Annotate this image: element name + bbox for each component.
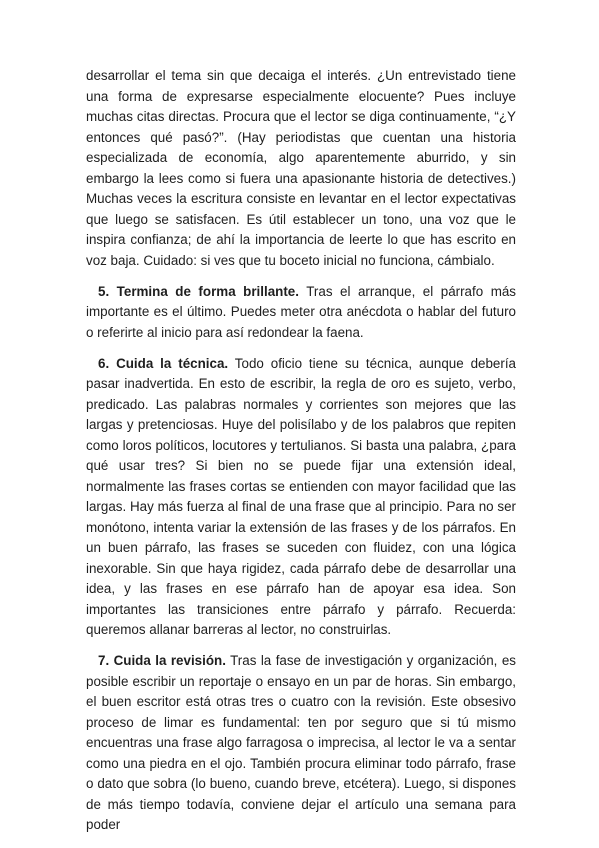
- paragraph-heading: 6. Cuida la técnica.: [98, 355, 229, 371]
- paragraph-text: desarrollar el tema sin que decaiga el interés. ¿Un entrevistado tiene una forma de expresarse especialmente elocuente? Pues incluye muchas citas directas. Procura que el lector se diga continuamente, “¿Y entonces qué pasó?”. (Hay periodistas que cuentan una historia especializada de economía, algo aparentemente aburrido, y sin embargo la lees como si fuera una apasionante historia de detectives.) Muchas veces la escritura consiste en levantar en el lector expectativas que luego se satisfacen. Es útil establecer un tono, una voz que le inspira confianza; de ahí la importancia de leerte lo que has escrito en voz baja. Cuidado: si ves que tu boceto inicial no funciona, cámbialo.: [86, 68, 516, 268]
- document-page: [86, 66, 516, 846]
- paragraph-text: Tras la fase de investigación y organización, es posible escribir un reportaje o ensayo en un par de horas. Sin embargo, el buen escritor está otras tres o cuatro con la revisión. Este obsesivo proceso de limar es fundamental: ten por seguro que si tú mismo encuentras una frase algo farragosa o imprecisa, al lector le va a sentar como una piedra en el ojo. También procura eliminar todo párrafo, frase o dato que sobra (lo bueno, cuando breve, etcétera). Luego, si dispones de más tiempo todavía, conviene dejar el artículo una semana para poder: [86, 653, 516, 832]
- paragraph-continuation: [86, 66, 516, 271]
- paragraph-point-5: [86, 282, 516, 344]
- paragraph-point-7: [86, 651, 516, 836]
- paragraph-heading: 7. Cuida la revisión.: [98, 653, 226, 668]
- paragraph-heading: 5. Termina de forma brillante.: [98, 283, 299, 299]
- paragraph-text: Tras el arranque, el párrafo más importante es el último. Puedes meter otra anécdota o hablar del futuro o referirte al inicio para así redondear la faena.: [86, 283, 516, 340]
- paragraph-text: Todo oficio tiene su técnica, aunque debería pasar inadvertida. En esto de escribir, la regla de oro es sujeto, verbo, predicado. Las palabras normales y corrientes son mejores que las largas y pretenciosas. Huye del polisílabo y de los palabros que repiten como loros políticos, locutores y tertulianos. Si basta una palabra, ¿para qué usar tres? Si bien no se puede fijar una extensión ideal, normalmente las frases cortas se entienden con mayor facilidad que las largas. Hay más fuerza al final de una frase que al principio. Para no ser monótono, intenta variar la extensión de las frases y de los párrafos. En un buen párrafo, las frases se suceden con fluidez, con una lógica inexorable. Sin que haya rigidez, cada párrafo debe de desarrollar una idea, y las frases en ese párrafo han de apoyar esa idea. Son importantes las transiciones entre párrafo y párrafo. Recuerda: queremos allanar barreras al lector, no construirlas.: [86, 355, 516, 637]
- paragraph-point-6: [86, 354, 516, 641]
